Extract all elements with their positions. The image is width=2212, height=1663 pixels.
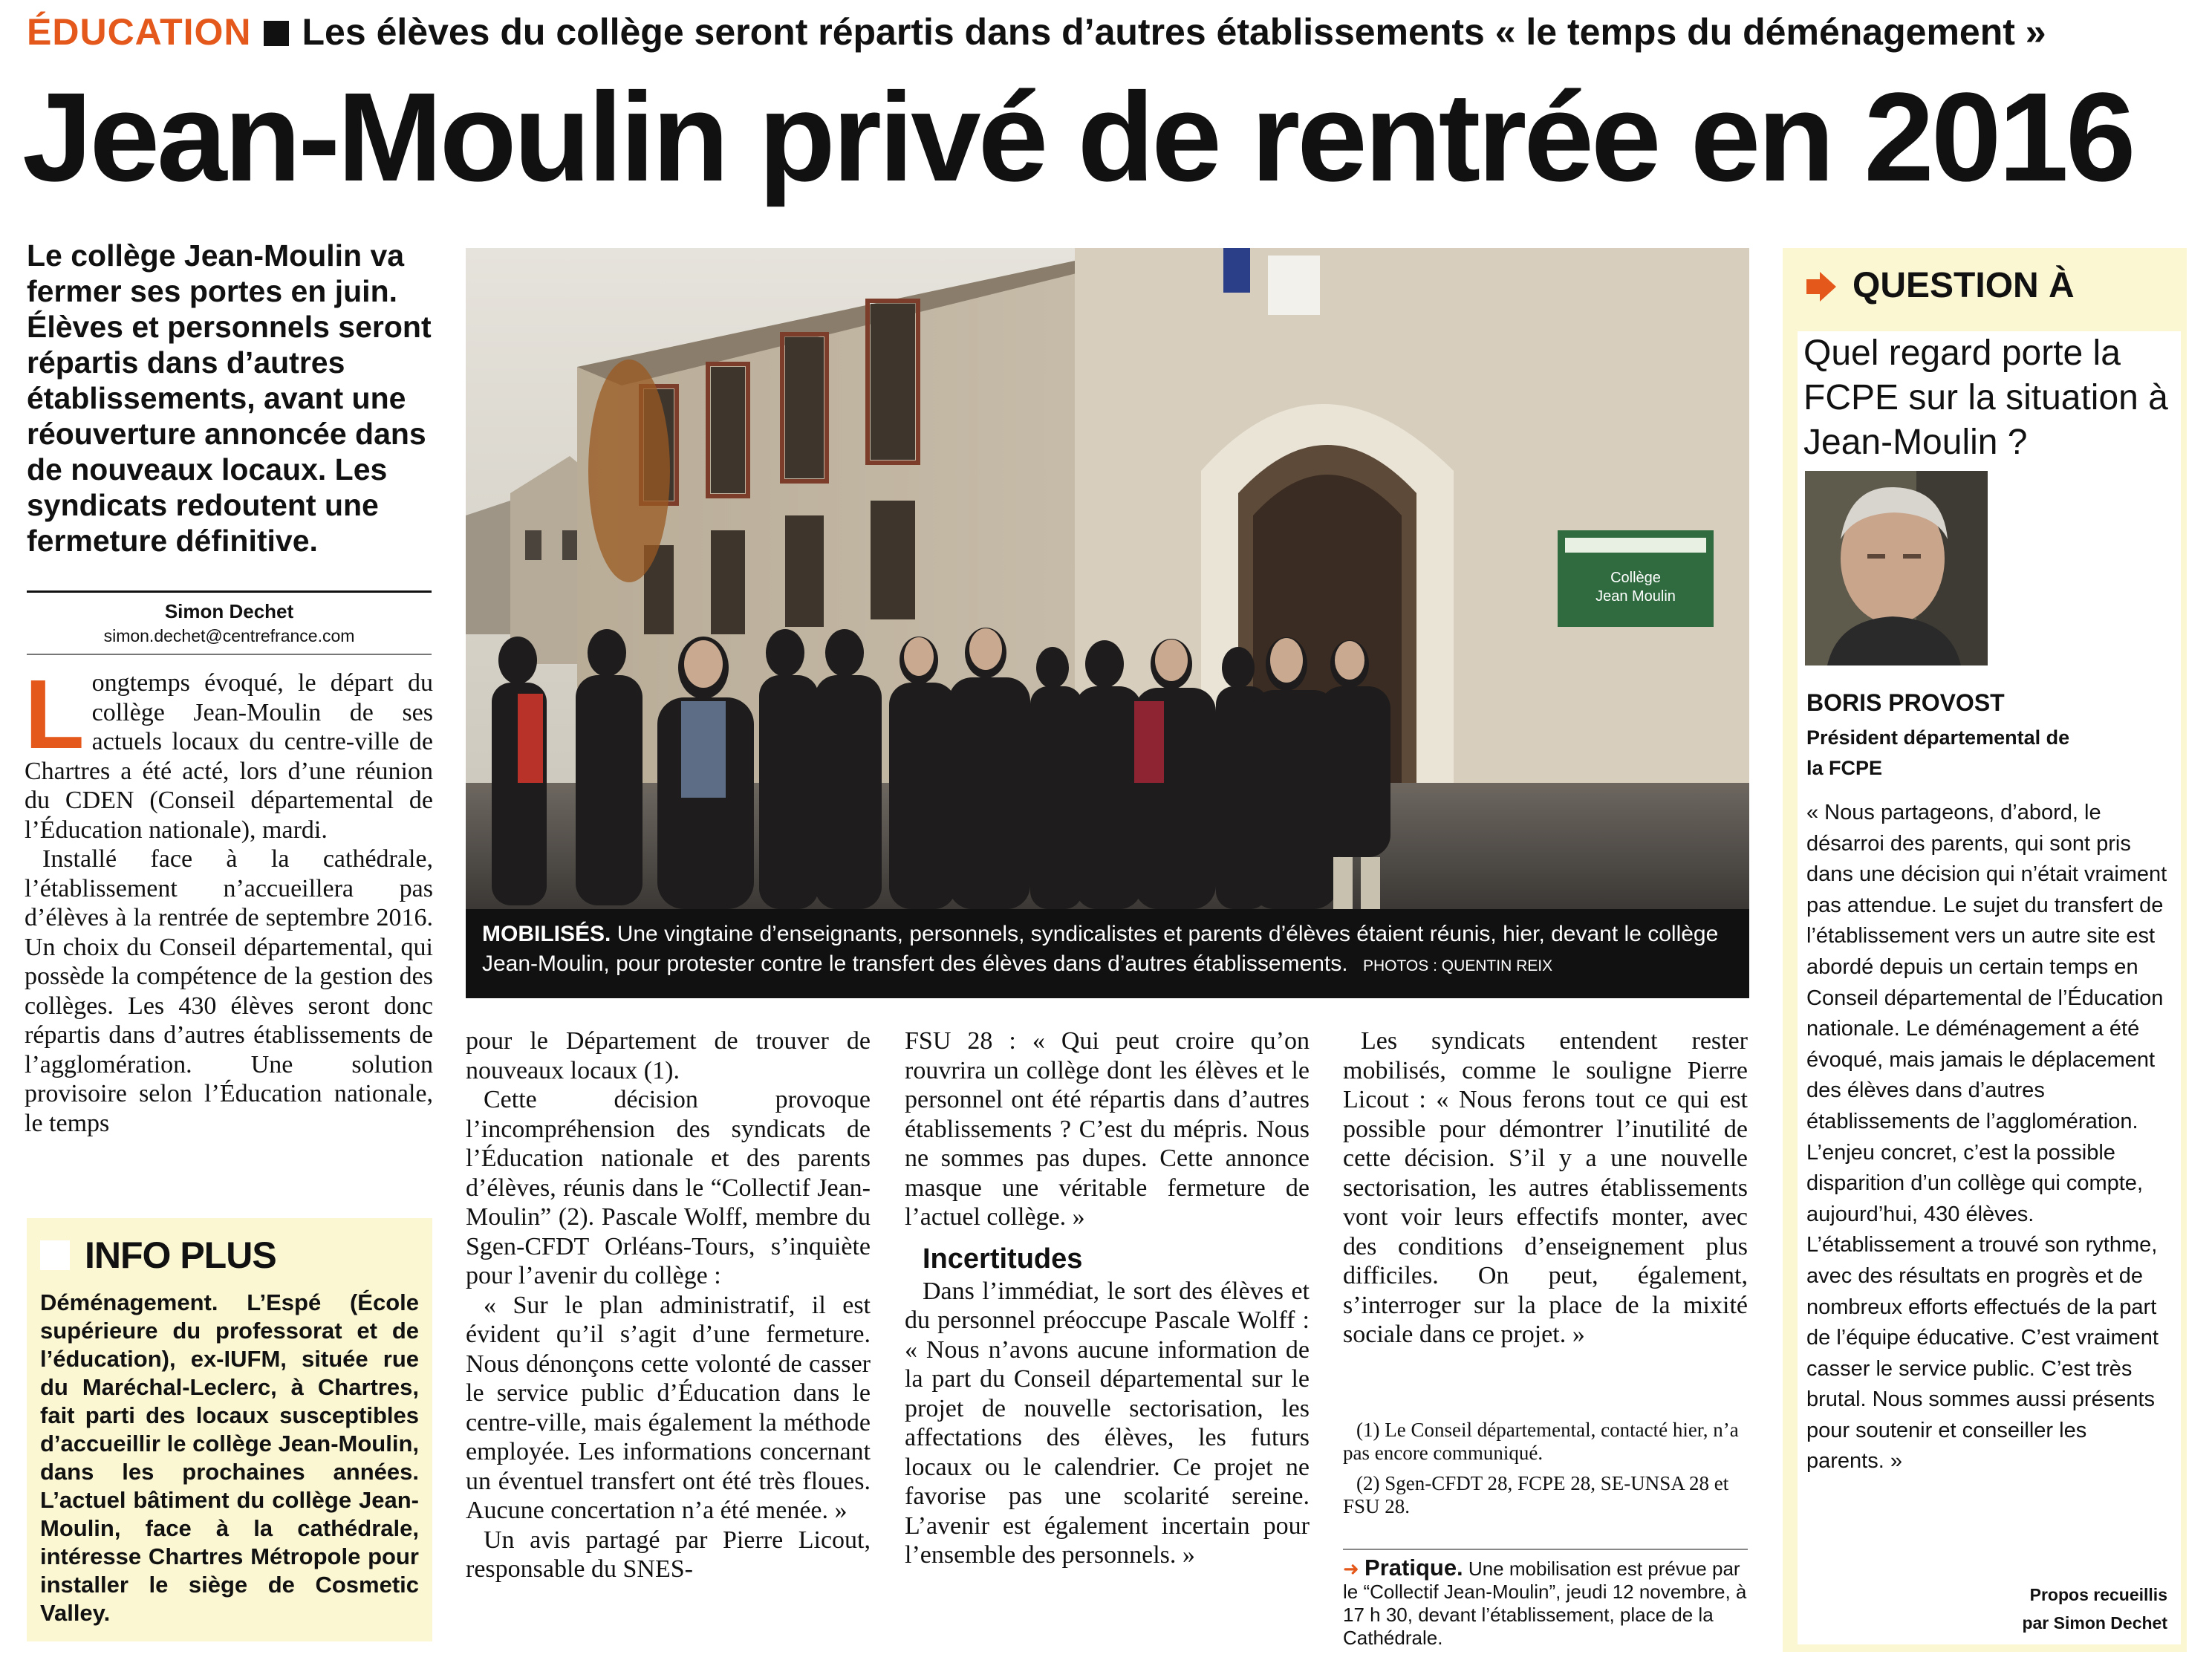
portrait-photo <box>1805 471 1988 665</box>
sign-line-2: Jean Moulin <box>1595 588 1676 605</box>
paragraph: « Sur le plan administratif, il est évident qu’il s’agit d’une fermeture. Nous dénonçons cette volonté de casser le service public d’Éducation dans le centre-ville, mais également la méthode employée. Les informations concernant un éventuel transfert ont été très floues. Aucune concertation n’a été menée. » <box>466 1291 871 1524</box>
interview-answer: « Nous partageons, d’abord, le désarroi des parents, qui sont pris dans une décision qui n’était vraiment pas attendue. Le sujet du transfert de l’établissement vers un autre site est abordé depuis un certain temps en Conseil départemental de l’Éducation nationale. Le déménagement a été évoqué, mais jamais le déplacement des élèves dans d’autres établissements de l’agglomération. L’enjeu concret, c’est la possible disparition d’un collège qui compte, aujourd’hui, 430 élèves. L’établissement a trouvé son rythme, avec des résultats en progrès et de nombreux efforts effectués de la part de l’équipe éducative. C’est vraiment casser le service public. C’est très brutal. Nous sommes aussi présents pour soutenir et conseiller les parents. » <box>1806 801 2167 1474</box>
info-plus-body: L’Espé (École supérieure du professorat et de l’éducation), ex-IUFM, située rue du Maréchal-Leclerc, à Chartres, fait parti des locaux susceptibles d’accueillir le collège Jean-Moulin, dans les prochaines années. L’actuel bâtiment du collège Jean-Moulin, face à la cathédrale, intéresse Chartres Métropole pour installer le siège de Cosmetic Valley. <box>40 1289 419 1626</box>
question-tag: QUESTION À <box>1852 266 2075 305</box>
caption-text <box>482 920 1737 981</box>
author-name: Simon Dechet <box>164 600 294 622</box>
info-plus-box <box>27 1218 432 1641</box>
author-email: simon.dechet@centrefrance.com <box>103 626 355 645</box>
sign-line-1: Collège <box>1610 570 1661 586</box>
group-photo <box>466 248 1749 909</box>
divider <box>1343 1549 1748 1550</box>
article-column-2 <box>466 1026 871 1650</box>
info-plus-header <box>27 1231 432 1276</box>
article-column-3 <box>905 1026 1310 1650</box>
credit-line: par Simon Dechet <box>2022 1613 2167 1633</box>
info-plus-text <box>40 1289 419 1627</box>
paragraph: Un avis partagé par Pierre Licout, responsable du SNES- <box>466 1526 871 1583</box>
pratique-label: Pratique. <box>1364 1555 1463 1581</box>
paragraph: Installé face à la cathédrale, l’établissement n’accueillera pas d’élèves à la rentrée de septembre 2016. Un choix du Conseil départemental, qui possède la compétence de la gestion des collèges. Les 430 élèves seront donc répartis dans d’autres établissements de l’agglomération. Une solution provisoire selon l’Éducation nationale, le temps <box>25 845 433 1137</box>
interview-credit <box>1872 1581 2167 1637</box>
kicker-line <box>27 6 2188 58</box>
kicker-text: Les élèves du collège seront répartis dans d’autres établissements « le temps du déménagement » <box>302 11 2046 53</box>
lead-paragraph: Le collège Jean-Moulin va fermer ses portes en juin. Élèves et personnels seront répartis dans d’autres établissements, avant une réouverture annoncée dans de nouveaux locaux. Les syndicats redoutent une fermeture définitive. <box>27 238 432 558</box>
info-plus-title: INFO PLUS <box>85 1234 276 1276</box>
info-plus-label: Déménagement. <box>40 1289 218 1315</box>
divider <box>27 654 432 655</box>
interviewee-name: BORIS PROVOST <box>1806 689 2005 716</box>
paragraph: pour le Département de trouver de nouveaux locaux (1). <box>466 1027 871 1084</box>
question-header <box>1803 264 2175 309</box>
paragraph: FSU 28 : « Qui peut croire qu’on rouvrira un collège dont les élèves et le personnel ont été répartis dans d’autres établissements ? C’est du mépris. Nous ne sommes pas dupes. Cette annonce masque une véritable fermeture de l’actuel collège. » <box>905 1027 1310 1231</box>
paragraph: Cette décision provoque l’incompréhension des syndicats de l’Éducation nationale et des parents d’élèves, réunis dans le “Collectif Jean-Moulin” (2). Pascale Wolff, membre du Sgen-CFDT Orléans-Tours, s’inquiète pour l’avenir du collège : <box>466 1086 871 1289</box>
paragraph: Dans l’immédiat, le sort des élèves et du personnel préoccupe Pascale Wolff : « Nous n’avons aucune information de la part du Conseil départemental sur le projet de nouvelle sectorisation, les affectations des élèves, les futurs locaux ou le calendrier. Ce projet ne favorise pas une scolarité sereine. L’avenir est également incertain pour l’ensemble des personnels. » <box>905 1277 1310 1569</box>
arrow-right-icon <box>1803 269 1839 305</box>
article-column-1 <box>25 668 433 1203</box>
photo-caption <box>466 909 1749 998</box>
subheading: Incertitudes <box>923 1243 1083 1275</box>
pratique-text: Une mobilisation est prévue par le “Collectif Jean-Moulin”, jeudi 12 novembre, à 17 h 30, devant l’établissement, place de la Cathédrale. <box>1343 1558 1747 1649</box>
paragraph: ongtemps évoqué, le départ du collège Jean-Moulin de ses actuels locaux du centre-ville de Chartres a été acté, lors d’une réunion du CDEN (Conseil départemental de l’Éducation nationale), mardi. <box>25 669 433 844</box>
paragraph: Les syndicats entendent rester mobilisés, comme le souligne Pierre Licout : « Nous ferons tout ce qui est possible pour démontrer l’inutilité de cette décision. S’il y a une nouvelle sectorisation, les autres établissements vont voir leurs effectifs monter, avec des conditions d’enseignement plus difficiles. On peut, également, s’interroger sur la place de la mixité sociale dans ce projet. » <box>1343 1027 1748 1348</box>
dropcap: L <box>25 668 85 769</box>
rubric-label: ÉDUCATION <box>27 11 252 53</box>
square-bullet-icon <box>264 21 289 46</box>
credit-line: Propos recueillis <box>2029 1585 2167 1604</box>
arrow-right-icon: ➜ <box>1343 1558 1359 1580</box>
interviewee-role: Président départemental de la FCPE <box>1806 726 2070 779</box>
footnote: (1) Le Conseil départemental, contacté hier, n’a pas encore communiqué. <box>1343 1419 1739 1464</box>
question-sidebar <box>1783 248 2187 1652</box>
divider <box>27 590 432 593</box>
byline <box>27 598 432 647</box>
pratique-box <box>1343 1556 1748 1650</box>
headline: Jean-Moulin privé de rentrée en 2016 <box>22 67 2133 208</box>
article-column-4 <box>1343 1026 1748 1413</box>
question-panel <box>1798 331 2181 1644</box>
caption-body: Une vingtaine d’enseignants, personnels, syndicalistes et parents d’élèves étaient réunis, hier, devant le collège Jean-Moulin, pour protester contre le transfert des élèves dans d’autres établissements. <box>482 922 1719 976</box>
square-icon <box>40 1240 70 1270</box>
footnote: (2) Sgen-CFDT 28, FCPE 28, SE-UNSA 28 et FSU 28. <box>1343 1472 1729 1517</box>
question-text: Quel regard porte la FCPE sur la situation à Jean-Moulin ? <box>1803 333 2168 462</box>
footnotes <box>1343 1419 1748 1526</box>
photo-credit: PHOTOS : QUENTIN REIX <box>1362 957 1553 974</box>
caption-label: MOBILISÉS. <box>482 922 611 946</box>
